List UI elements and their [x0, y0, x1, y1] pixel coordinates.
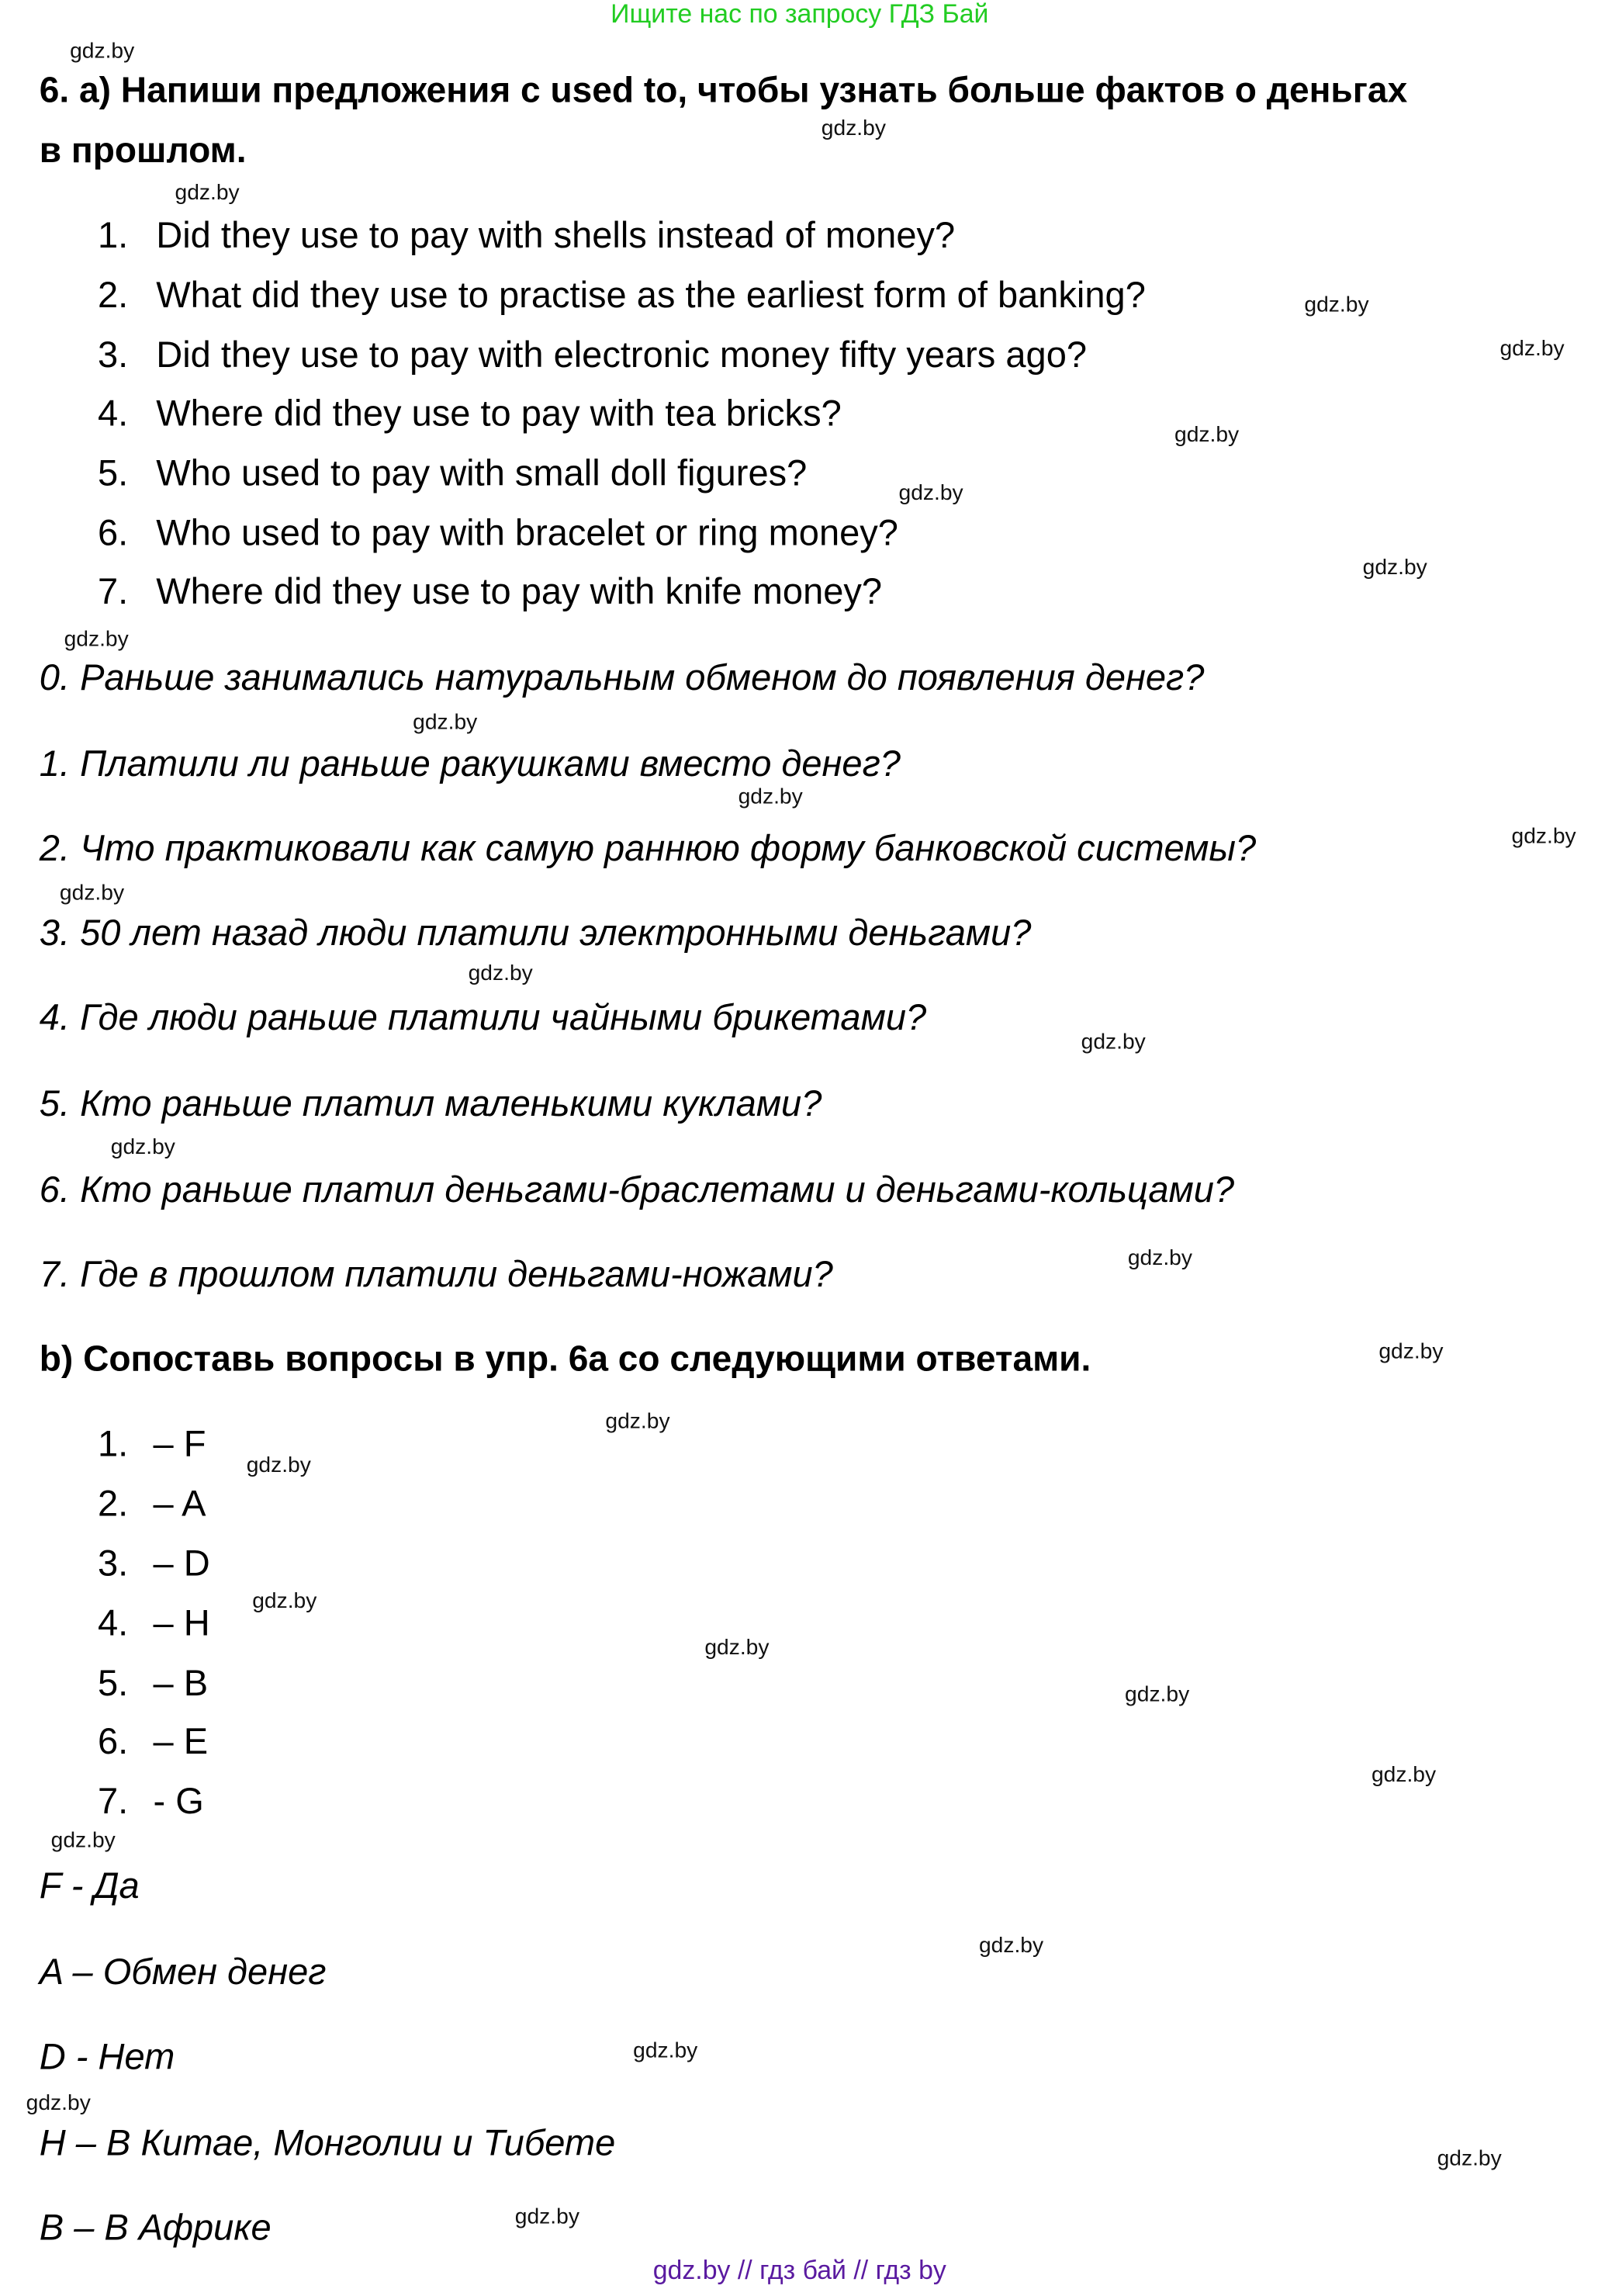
watermark: gdz.by	[1304, 293, 1369, 318]
watermark: gdz.by	[1499, 336, 1565, 362]
question-text: Did they use to pay with shells instead of money?	[156, 215, 956, 257]
question-number: 1.	[98, 215, 129, 257]
question-text: Who used to pay with bracelet or ring money?	[156, 513, 898, 554]
heading-a-continued: в прошлом.	[39, 131, 247, 171]
watermark: gdz.by	[821, 116, 886, 141]
question-number: 6.	[98, 513, 129, 554]
question-text: What did they use to practise as the earliest form of banking?	[156, 275, 1146, 317]
watermark: gdz.by	[413, 710, 478, 736]
match-number: 1.	[98, 1423, 129, 1465]
answer-line: D - Нет	[39, 2036, 175, 2078]
watermark: gdz.by	[514, 2204, 579, 2230]
match-letter: - G	[153, 1781, 204, 1823]
question-text: Where did they use to pay with knife money?	[156, 571, 883, 613]
question-text: Did they use to pay with electronic money fifty years ago?	[156, 334, 1088, 376]
translation-line: 3. 50 лет назад люди платили электронными деньгами?	[39, 913, 1032, 954]
watermark: gdz.by	[605, 1409, 670, 1435]
heading-a: 6. a) Напиши предложения с used to, чтобы узнать больше фактов о деньгах	[39, 71, 1408, 111]
match-letter: – A	[153, 1484, 206, 1525]
watermark: gdz.by	[1371, 1762, 1437, 1788]
answer-line: B – В Африке	[39, 2208, 272, 2249]
watermark: gdz.by	[1125, 1681, 1190, 1707]
translation-line: 4. Где люди раньше платили чайными брикетами?	[39, 997, 927, 1039]
watermark: gdz.by	[26, 2090, 91, 2116]
match-letter: – E	[153, 1721, 209, 1763]
watermark: gdz.by	[110, 1134, 175, 1160]
watermark: gdz.by	[898, 480, 963, 506]
match-letter: – F	[153, 1423, 206, 1465]
watermark: gdz.by	[633, 2038, 698, 2063]
question-text: Who used to pay with small doll figures?	[156, 453, 808, 494]
watermark: gdz.by	[468, 961, 533, 986]
watermark: gdz.by	[704, 1635, 770, 1661]
translation-line: 6. Кто раньше платил деньгами-браслетами и деньгами-кольцами?	[39, 1169, 1235, 1211]
watermark: gdz.by	[1081, 1030, 1146, 1055]
watermark: gdz.by	[1511, 823, 1576, 849]
answer-line: H – В Китае, Монголии и Тибете	[39, 2122, 616, 2164]
match-number: 4.	[98, 1603, 129, 1644]
banner-text: Ищите нас по запросу ГДЗ Бай	[611, 0, 989, 29]
watermark: gdz.by	[175, 180, 240, 206]
question-number: 5.	[98, 453, 129, 494]
question-number: 2.	[98, 275, 129, 317]
match-letter: – H	[153, 1603, 210, 1644]
footer-links: gdz.by // гдз бай // гдз by	[652, 2256, 946, 2285]
watermark: gdz.by	[738, 784, 803, 810]
question-number: 7.	[98, 571, 129, 613]
watermark: gdz.by	[1362, 555, 1427, 580]
match-number: 3.	[98, 1543, 129, 1584]
watermark: gdz.by	[59, 881, 125, 906]
heading-b: b) Сопоставь вопросы в упр. 6а со следующими ответами.	[39, 1339, 1091, 1380]
watermark: gdz.by	[252, 1588, 317, 1614]
watermark: gdz.by	[1127, 1245, 1192, 1271]
watermark: gdz.by	[978, 1933, 1044, 1958]
watermark: gdz.by	[1174, 422, 1240, 448]
match-number: 7.	[98, 1781, 129, 1823]
answer-line: A – Обмен денег	[39, 1951, 327, 1993]
question-number: 4.	[98, 393, 129, 435]
watermark: gdz.by	[1378, 1338, 1444, 1364]
watermark: gdz.by	[1437, 2146, 1502, 2171]
match-number: 2.	[98, 1484, 129, 1525]
question-number: 3.	[98, 334, 129, 376]
watermark: gdz.by	[64, 626, 129, 652]
question-text: Where did they use to pay with tea bricks?	[156, 393, 842, 435]
translation-line: 5. Кто раньше платил маленькими куклами?	[39, 1083, 822, 1125]
translation-line: 2. Что практиковали как самую раннюю форму банковской системы?	[39, 828, 1257, 870]
watermark: gdz.by	[50, 1827, 116, 1853]
translation-line: 0. Раньше занимались натуральным обменом до появления денег?	[39, 657, 1205, 699]
match-letter: – B	[153, 1663, 209, 1705]
match-number: 5.	[98, 1663, 129, 1705]
translation-line: 7. Где в прошлом платили деньгами-ножами?	[39, 1254, 833, 1296]
match-number: 6.	[98, 1721, 129, 1763]
translation-line: 1. Платили ли раньше ракушками вместо денег?	[39, 743, 901, 785]
watermark: gdz.by	[70, 38, 135, 64]
watermark: gdz.by	[246, 1453, 311, 1478]
answer-line: F - Да	[39, 1865, 140, 1907]
match-letter: – D	[153, 1543, 210, 1584]
